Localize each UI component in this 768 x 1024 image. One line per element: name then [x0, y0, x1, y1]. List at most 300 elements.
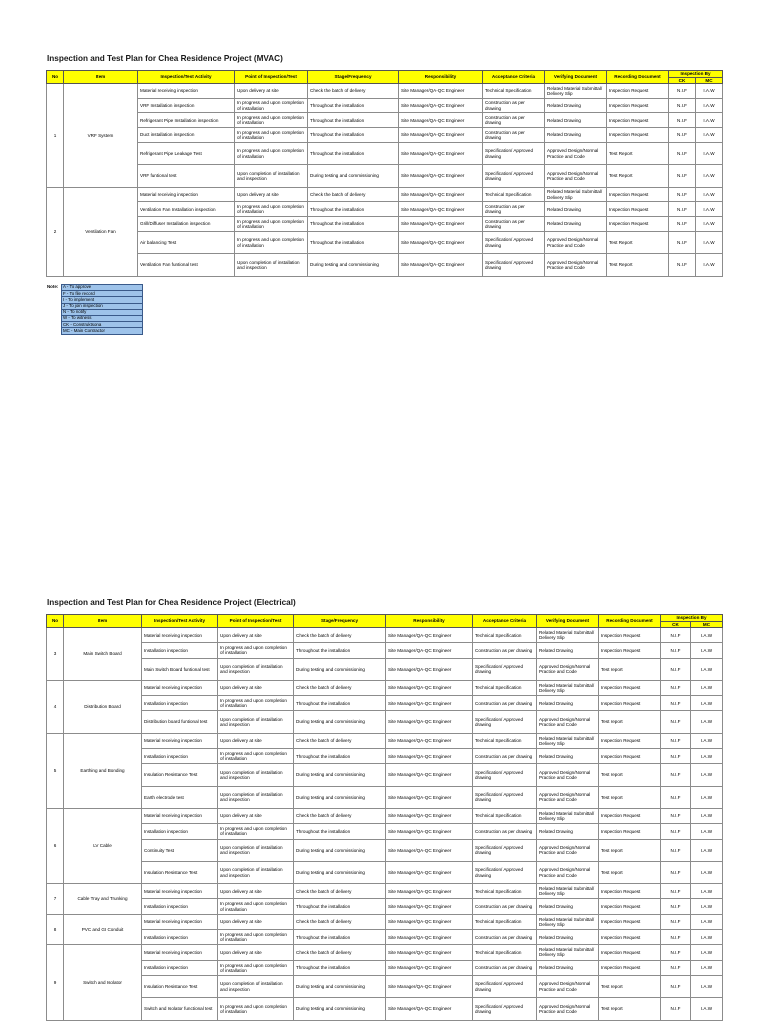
activity-cell: Material receiving inspection [142, 914, 218, 929]
acceptance-cell: Specification/ Approved drawing [473, 839, 537, 861]
item-name: PVC and GI Conduit [64, 914, 142, 945]
recording-cell: Inspection Request [599, 680, 661, 695]
recording-cell: Inspection Request [599, 884, 661, 899]
stage-cell: Throughout the installation [294, 696, 386, 711]
stage-cell: Throughout the installation [308, 142, 399, 165]
acceptance-cell: Construction as per drawing [483, 217, 545, 232]
stage-cell: Throughout the installation [308, 217, 399, 232]
point-cell: In progress and upon completion of installation [235, 113, 308, 128]
recording-cell: Test Report [607, 142, 669, 165]
mc-cell: I.A.W [691, 899, 723, 914]
header-stage: Stage/Frequency [294, 615, 386, 628]
stage-cell: Throughout the installation [308, 128, 399, 143]
table-row [47, 128, 723, 143]
table-row [47, 914, 723, 929]
verifying-cell: Related Drawing [545, 128, 607, 143]
verifying-cell: Related Drawing [537, 960, 599, 975]
responsibility-cell: Site Manager/QA-QC Engineer [386, 680, 473, 695]
verifying-cell: Related Drawing [537, 643, 599, 658]
responsibility-cell: Site Manager/QA-QC Engineer [386, 733, 473, 748]
activity-cell: Switch and Isolator functional test [142, 998, 218, 1020]
item-number: 8 [47, 914, 64, 945]
item-number: 6 [47, 808, 64, 883]
mc-cell: I.A.W [696, 142, 723, 165]
recording-cell: Inspection Request [599, 824, 661, 839]
responsibility-cell: Site Manager/QA-QC Engineer [399, 142, 483, 165]
item-number: 5 [47, 733, 64, 808]
point-cell: In progress and upon completion of installation [218, 696, 294, 711]
table-row [47, 839, 723, 861]
stage-cell: During testing and commissioning [294, 786, 386, 808]
mc-cell: I.A.W [691, 824, 723, 839]
point-cell: In progress and upon completion of installation [235, 202, 308, 217]
responsibility-cell: Site Manager/QA-QC Engineer [386, 899, 473, 914]
verifying-cell: Approved Design/Normal Practice and Code [537, 839, 599, 861]
acceptance-cell: Construction as per drawing [473, 960, 537, 975]
table-row [47, 786, 723, 808]
point-cell: In progress and upon completion of installation [235, 231, 308, 254]
verifying-cell: Approved Design/Normal Practice and Code [537, 711, 599, 733]
stage-cell: During testing and commissioning [294, 839, 386, 861]
mc-cell: I.A.W [691, 884, 723, 899]
verifying-cell: Related Drawing [545, 98, 607, 113]
verifying-cell: Approved Design/Normal Practice and Code [537, 861, 599, 883]
activity-cell: Insulation Resistance Test [142, 975, 218, 997]
stage-cell: During testing and commissioning [294, 975, 386, 997]
mc-cell: I.A.W [696, 231, 723, 254]
point-cell: In progress and upon completion of installation [218, 960, 294, 975]
header-acceptance: Acceptance Criteria [483, 71, 545, 84]
point-cell: Upon completion of installation and inspection [218, 975, 294, 997]
point-cell: Upon completion of installation and inspection [218, 786, 294, 808]
responsibility-cell: Site Manager/QA-QC Engineer [386, 764, 473, 786]
mc-cell: I.A.W [696, 217, 723, 232]
responsibility-cell: Site Manager/QA-QC Engineer [386, 696, 473, 711]
activity-cell: Installation inspection [142, 930, 218, 945]
stage-cell: Check the batch of delivery [308, 84, 399, 99]
recording-cell: Test report [599, 998, 661, 1020]
ck-cell: N.I.F [661, 960, 691, 975]
activity-cell: Installation inspection [142, 824, 218, 839]
activity-cell: Duct installation inspection [138, 128, 235, 143]
activity-cell: Ventilation Fan funtional test [138, 254, 235, 277]
responsibility-cell: Site Manager/QA-QC Engineer [399, 231, 483, 254]
verifying-cell: Related Material Submittal/ Delivery Slip [537, 733, 599, 748]
activity-cell: Refrigerant Pipe Leakage Test [138, 142, 235, 165]
activity-cell: Installation inspection [142, 899, 218, 914]
table-row [47, 142, 723, 165]
acceptance-cell: Technical Specification [473, 680, 537, 695]
activity-cell: VRF Installation inspection [138, 98, 235, 113]
verifying-cell: Related Material Submittal/ Delivery Slip [545, 187, 607, 202]
header-no: No [47, 71, 64, 84]
table-row [47, 680, 723, 695]
acceptance-cell: Specification/ Approved drawing [473, 786, 537, 808]
recording-cell: Test Report [607, 254, 669, 277]
recording-cell: Inspection Request [599, 808, 661, 823]
point-cell: Upon completion of installation and inspection [235, 165, 308, 188]
recording-cell: Inspection Request [607, 202, 669, 217]
verifying-cell: Related Material Submittal/ Delivery Slip [537, 808, 599, 823]
header-verifying: Verifying Document [537, 615, 599, 628]
table-row [47, 628, 723, 643]
point-cell: Upon completion of installation and inspection [218, 839, 294, 861]
ck-cell: N.I.F [661, 914, 691, 929]
point-cell: Upon delivery at site [235, 187, 308, 202]
legend-label: Note: [47, 284, 59, 290]
table-row [47, 231, 723, 254]
mc-cell: I.A.W [691, 711, 723, 733]
responsibility-cell: Site Manager/QA-QC Engineer [386, 998, 473, 1020]
mc-cell: I.A.W [691, 930, 723, 945]
table-row [47, 696, 723, 711]
header-no: No [47, 615, 64, 628]
stage-cell: Throughout the installation [308, 202, 399, 217]
activity-cell: Installation inspection [142, 960, 218, 975]
responsibility-cell: Site Manager/QA-QC Engineer [399, 98, 483, 113]
table-row [47, 824, 723, 839]
point-cell: In progress and upon completion of installation [218, 930, 294, 945]
header-recording: Recording Document [599, 615, 661, 628]
acceptance-cell: Technical Specification [483, 187, 545, 202]
stage-cell: Throughout the installation [294, 960, 386, 975]
activity-cell: Refrigerant Pipe Installation inspection [138, 113, 235, 128]
verifying-cell: Approved Design/Normal Practice and Code [537, 764, 599, 786]
acceptance-cell: Technical Specification [473, 808, 537, 823]
verifying-cell: Approved Design/Normal Practice and Code [545, 165, 607, 188]
acceptance-cell: Construction as per drawing [473, 749, 537, 764]
legend-item: CK - Construktsona [62, 322, 143, 328]
responsibility-cell: Site Manager/QA-QC Engineer [399, 84, 483, 99]
mc-cell: I.A.W [691, 786, 723, 808]
recording-cell: Test report [599, 786, 661, 808]
ck-cell: N.I.F [661, 786, 691, 808]
activity-cell: Continuity Test [142, 839, 218, 861]
mc-cell: I.A.W [691, 680, 723, 695]
ck-cell: N.I.F [661, 643, 691, 658]
header-inspection-by: Inspection By [669, 71, 723, 78]
activity-cell: Material receiving inspection [142, 884, 218, 899]
activity-cell: Material receiving inspection [138, 84, 235, 99]
ck-cell: N.I.F [661, 884, 691, 899]
responsibility-cell: Site Manager/QA-QC Engineer [399, 128, 483, 143]
responsibility-cell: Site Manager/QA-QC Engineer [399, 202, 483, 217]
acceptance-cell: Construction as per drawing [473, 696, 537, 711]
point-cell: Upon completion of installation and inspection [218, 861, 294, 883]
legend-item: F - To file record [62, 291, 143, 297]
point-cell: In progress and upon completion of installation [235, 98, 308, 113]
recording-cell: Inspection Request [607, 98, 669, 113]
legend-table [46, 284, 143, 335]
responsibility-cell: Site Manager/QA-QC Engineer [386, 658, 473, 680]
table-row [47, 98, 723, 113]
acceptance-cell: Specification/ Approved drawing [473, 764, 537, 786]
stage-cell: Check the batch of delivery [294, 680, 386, 695]
activity-cell: Material receiving inspection [142, 808, 218, 823]
header-item: Item [64, 71, 138, 84]
acceptance-cell: Technical Specification [483, 84, 545, 99]
point-cell: Upon delivery at site [218, 628, 294, 643]
ck-cell: N.I.F [661, 824, 691, 839]
activity-cell: Air balancing Test [138, 231, 235, 254]
table-row [47, 113, 723, 128]
activity-cell: Material receiving inspection [138, 187, 235, 202]
acceptance-cell: Construction as per drawing [483, 113, 545, 128]
recording-cell: Inspection Request [599, 628, 661, 643]
mc-cell: I.A.W [691, 998, 723, 1020]
verifying-cell: Related Material Submittal/ Delivery Slip [537, 884, 599, 899]
recording-cell: Inspection Request [599, 945, 661, 960]
stage-cell: Throughout the installation [308, 113, 399, 128]
table-row [47, 884, 723, 899]
verifying-cell: Related Material Submittal/ Delivery Slip [537, 628, 599, 643]
ck-cell: N.I.F [661, 839, 691, 861]
header-inspection-by: Inspection By [661, 615, 723, 622]
verifying-cell: Approved Design/Normal Practice and Code [537, 786, 599, 808]
mc-cell: I.A.W [691, 628, 723, 643]
ck-cell: N.I.F [661, 658, 691, 680]
stage-cell: Throughout the installation [294, 643, 386, 658]
responsibility-cell: Site Manager/QA-QC Engineer [386, 884, 473, 899]
point-cell: In progress and upon completion of installation [218, 998, 294, 1020]
ck-cell: N.I.F [661, 749, 691, 764]
header-mc: MC [691, 621, 723, 628]
verifying-cell: Related Drawing [545, 202, 607, 217]
hvac-itp-table [46, 70, 723, 277]
mc-cell: I.A.W [691, 960, 723, 975]
stage-cell: During testing and commissioning [294, 861, 386, 883]
item-name: Switch and Isolator [64, 945, 142, 1020]
acceptance-cell: Construction as per drawing [473, 643, 537, 658]
acceptance-cell: Specification/ Approved drawing [483, 254, 545, 277]
table-row [47, 165, 723, 188]
mc-cell: I.A.W [696, 84, 723, 99]
ck-cell: N.I.F [669, 254, 696, 277]
table-row [47, 658, 723, 680]
electrical-title: Inspection and Test Plan for Chea Residence Project (Electrical) [47, 598, 296, 607]
recording-cell: Test report [599, 839, 661, 861]
header-point: Point of Inspection/Test [235, 71, 308, 84]
recording-cell: Test report [599, 764, 661, 786]
recording-cell: Inspection Request [599, 960, 661, 975]
item-number: 1 [47, 84, 64, 188]
mc-cell: I.A.W [691, 839, 723, 861]
acceptance-cell: Construction as per drawing [483, 202, 545, 217]
recording-cell: Test report [599, 658, 661, 680]
verifying-cell: Related Drawing [545, 113, 607, 128]
table-row [47, 998, 723, 1020]
header-responsibility: Responsibility [399, 71, 483, 84]
ck-cell: N.I.F [661, 680, 691, 695]
header-activity: Inspection/Test Activity [142, 615, 218, 628]
item-name: LV Cable [64, 808, 142, 883]
responsibility-cell: Site Manager/QA-QC Engineer [386, 930, 473, 945]
table-row [47, 254, 723, 277]
activity-cell: Insulation Resistance Test [142, 764, 218, 786]
legend-item: A - To approve [62, 285, 143, 291]
mc-cell: I.A.W [691, 733, 723, 748]
responsibility-cell: Site Manager/QA-QC Engineer [399, 187, 483, 202]
legend-item: W - To witness [62, 315, 143, 321]
activity-cell: Insulation Resistance Test [142, 861, 218, 883]
table-row [47, 930, 723, 945]
legend-label [46, 328, 62, 334]
responsibility-cell: Site Manager/QA-QC Engineer [399, 217, 483, 232]
header-acceptance: Acceptance Criteria [473, 615, 537, 628]
recording-cell: Inspection Request [599, 899, 661, 914]
mc-cell: I.A.W [691, 764, 723, 786]
header-point: Point of Inspection/Test [218, 615, 294, 628]
acceptance-cell: Technical Specification [473, 914, 537, 929]
header-activity: Inspection/Test Activity [138, 71, 235, 84]
table-row [47, 945, 723, 960]
ck-cell: N.I.F [669, 165, 696, 188]
acceptance-cell: Specification/ Approved drawing [473, 658, 537, 680]
responsibility-cell: Site Manager/QA-QC Engineer [386, 749, 473, 764]
verifying-cell: Approved Design/Normal Practice and Code [537, 975, 599, 997]
verifying-cell: Approved Design/Normal Practice and Code [545, 231, 607, 254]
point-cell: In progress and upon completion of installation [218, 824, 294, 839]
activity-cell: Grill/Diffuser Installation inspection [138, 217, 235, 232]
item-number: 9 [47, 945, 64, 1020]
point-cell: In progress and upon completion of installation [235, 142, 308, 165]
acceptance-cell: Construction as per drawing [483, 128, 545, 143]
table-row [47, 202, 723, 217]
recording-cell: Test report [599, 711, 661, 733]
item-number: 7 [47, 884, 64, 915]
item-name: VRF System [64, 84, 138, 188]
recording-cell: Inspection Request [599, 930, 661, 945]
table-row [47, 749, 723, 764]
responsibility-cell: Site Manager/QA-QC Engineer [399, 254, 483, 277]
verifying-cell: Approved Design/Normal Practice and Code [537, 998, 599, 1020]
ck-cell: N.I.F [661, 945, 691, 960]
responsibility-cell: Site Manager/QA-QC Engineer [386, 643, 473, 658]
verifying-cell: Related Material Submittal/ Delivery Slip [537, 914, 599, 929]
ck-cell: N.I.F [669, 128, 696, 143]
stage-cell: Throughout the installation [294, 899, 386, 914]
ck-cell: N.I.F [669, 187, 696, 202]
point-cell: Upon completion of installation and inspection [218, 658, 294, 680]
header-verifying: Verifying Document [545, 71, 607, 84]
ck-cell: N.I.F [669, 142, 696, 165]
mc-cell: I.A.W [691, 861, 723, 883]
stage-cell: Throughout the installation [308, 231, 399, 254]
mc-cell: I.A.W [691, 643, 723, 658]
activity-cell: Installation inspection [142, 643, 218, 658]
acceptance-cell: Specification/ Approved drawing [473, 861, 537, 883]
table-row [47, 217, 723, 232]
point-cell: Upon delivery at site [218, 914, 294, 929]
stage-cell: Check the batch of delivery [294, 808, 386, 823]
ck-cell: N.I.F [661, 628, 691, 643]
ck-cell: N.I.F [661, 711, 691, 733]
table-row [47, 861, 723, 883]
stage-cell: During testing and commissioning [294, 711, 386, 733]
table-row [47, 975, 723, 997]
mc-cell: I.A.W [696, 187, 723, 202]
verifying-cell: Approved Design/Normal Practice and Code [545, 142, 607, 165]
header-mc: MC [696, 77, 723, 84]
responsibility-cell: Site Manager/QA-QC Engineer [386, 839, 473, 861]
acceptance-cell: Specification/ Approved drawing [483, 231, 545, 254]
responsibility-cell: Site Manager/QA-QC Engineer [386, 711, 473, 733]
recording-cell: Inspection Request [599, 733, 661, 748]
acceptance-cell: Specification/ Approved drawing [483, 142, 545, 165]
responsibility-cell: Site Manager/QA-QC Engineer [399, 113, 483, 128]
ck-cell: N.I.F [669, 231, 696, 254]
ck-cell: N.I.F [669, 84, 696, 99]
responsibility-cell: Site Manager/QA-QC Engineer [386, 945, 473, 960]
mc-cell: I.A.W [691, 914, 723, 929]
verifying-cell: Related Drawing [537, 696, 599, 711]
legend-item: J - To join inspection [62, 303, 143, 309]
stage-cell: Check the batch of delivery [294, 628, 386, 643]
stage-cell: During testing and commissioning [294, 998, 386, 1020]
activity-cell: Material receiving inspection [142, 680, 218, 695]
legend-item: N - To notify [62, 309, 143, 315]
header-item: Item [64, 615, 142, 628]
verifying-cell: Related Drawing [537, 749, 599, 764]
item-name: Cable Tray and Trunking [64, 884, 142, 915]
activity-cell: Ventilation Fan Installation inspection [138, 202, 235, 217]
table-row [47, 643, 723, 658]
ck-cell: N.I.F [669, 98, 696, 113]
mc-cell: I.A.W [691, 945, 723, 960]
acceptance-cell: Specification/ Approved drawing [473, 711, 537, 733]
stage-cell: Check the batch of delivery [294, 733, 386, 748]
mc-cell: I.A.W [696, 202, 723, 217]
recording-cell: Inspection Request [599, 643, 661, 658]
table-row [47, 764, 723, 786]
responsibility-cell: Site Manager/QA-QC Engineer [386, 824, 473, 839]
point-cell: Upon delivery at site [218, 945, 294, 960]
verifying-cell: Approved Design/Normal Practice and Code [545, 254, 607, 277]
responsibility-cell: Site Manager/QA-QC Engineer [386, 975, 473, 997]
item-name: Earthing and Bonding [64, 733, 142, 808]
acceptance-cell: Technical Specification [473, 628, 537, 643]
hvac-title: Inspection and Test Plan for Chea Residence Project (MVAC) [47, 54, 283, 63]
ck-cell: N.I.F [669, 113, 696, 128]
ck-cell: N.I.F [669, 202, 696, 217]
header-recording: Recording Document [607, 71, 669, 84]
recording-cell: Inspection Request [607, 128, 669, 143]
legend-row [46, 328, 143, 334]
responsibility-cell: Site Manager/QA-QC Engineer [386, 960, 473, 975]
recording-cell: Test Report [607, 165, 669, 188]
table-row [47, 808, 723, 823]
item-number: 4 [47, 680, 64, 733]
table-row [47, 960, 723, 975]
item-number: 3 [47, 628, 64, 681]
point-cell: Upon delivery at site [235, 84, 308, 99]
verifying-cell: Related Drawing [537, 930, 599, 945]
acceptance-cell: Construction as per drawing [473, 899, 537, 914]
acceptance-cell: Construction as per drawing [483, 98, 545, 113]
stage-cell: Check the batch of delivery [308, 187, 399, 202]
activity-cell: Distribution board funtional test [142, 711, 218, 733]
responsibility-cell: Site Manager/QA-QC Engineer [386, 861, 473, 883]
activity-cell: Main Switch Board funtional test [142, 658, 218, 680]
item-name: Main Switch Board [64, 628, 142, 681]
mc-cell: I.A.W [696, 128, 723, 143]
recording-cell: Inspection Request [607, 217, 669, 232]
header-responsibility: Responsibility [386, 615, 473, 628]
ck-cell: N.I.F [661, 696, 691, 711]
recording-cell: Inspection Request [607, 113, 669, 128]
acceptance-cell: Specification/ Approved drawing [473, 975, 537, 997]
activity-cell: Material receiving inspection [142, 945, 218, 960]
